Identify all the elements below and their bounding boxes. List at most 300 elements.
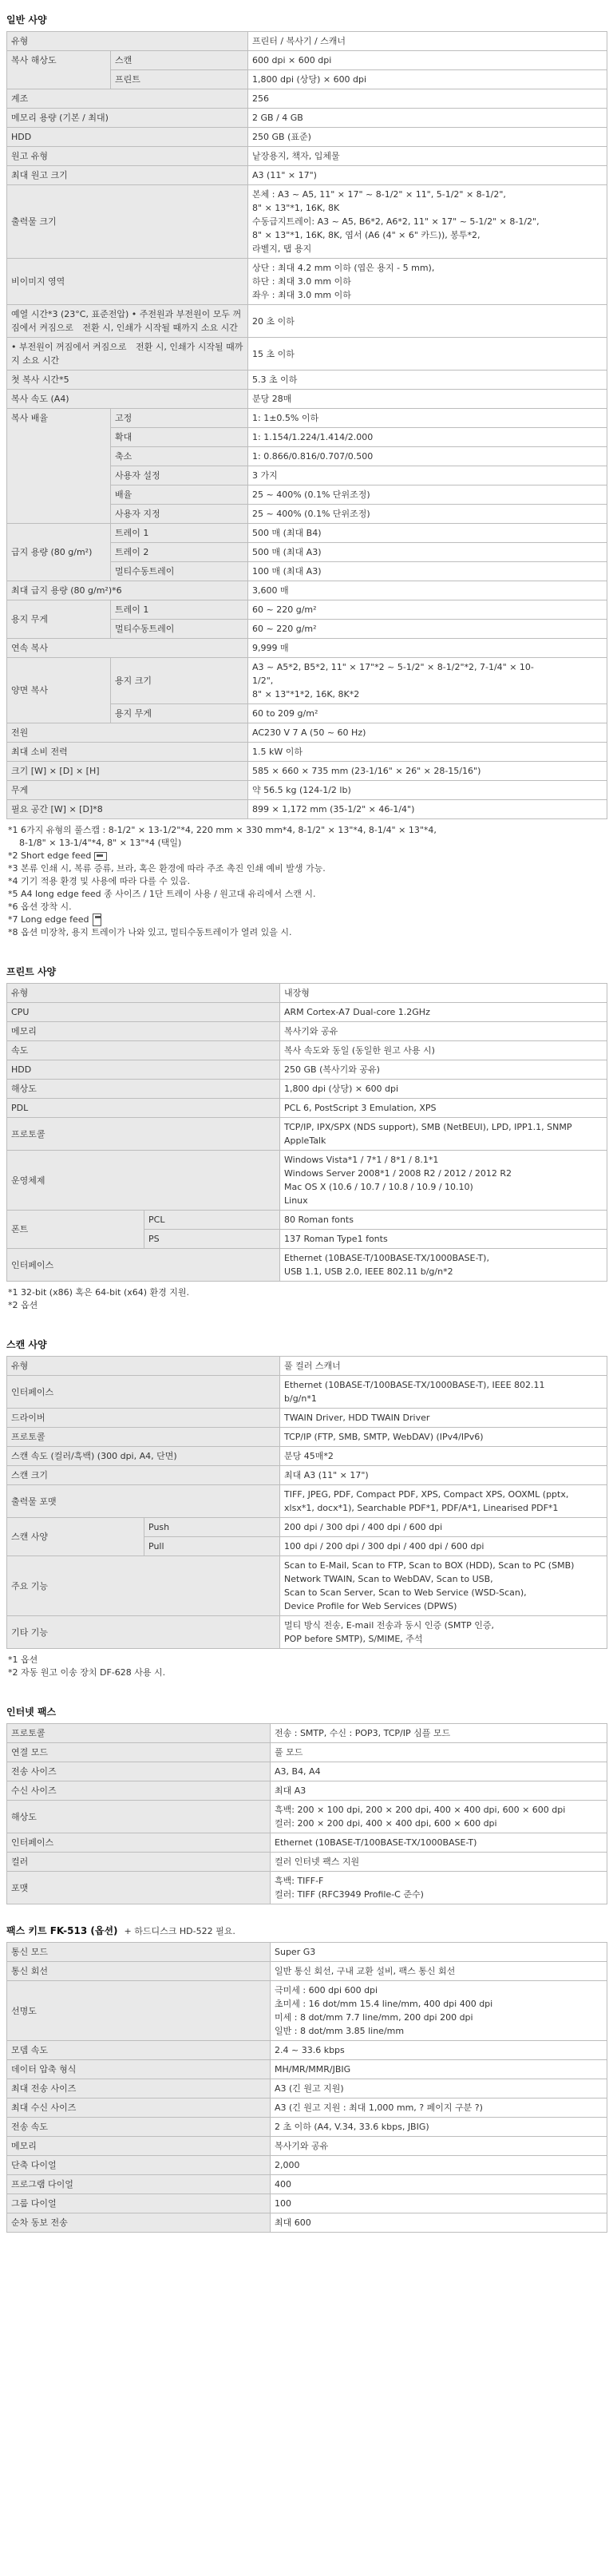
general-title: 일반 사양 [6, 14, 47, 26]
row-label: 유형 [7, 984, 280, 1003]
row-label [7, 1447, 280, 1466]
footnote: *2 자동 원고 이송 장치 DF-628 사용 시. [8, 1667, 166, 1678]
row-value: 2.4 ~ 33.6 kbps [271, 2041, 607, 2060]
table-row [7, 1022, 607, 1041]
long-edge-feed-icon [93, 913, 101, 926]
row-value: A3 (11" × 17") [248, 166, 607, 185]
value-line: Windows Vista*1 / 7*1 / 8*1 / 8.1*1 [284, 1155, 439, 1165]
row-label: 계조 [7, 89, 248, 109]
row-value: 60 to 209 g/m² [248, 704, 607, 723]
row-value: 2,000 [271, 2156, 607, 2175]
row-value: 9,999 매 [248, 639, 607, 658]
row-label: 데이터 압축 형식 [7, 2060, 271, 2079]
sub-label: 스캔 [111, 51, 248, 70]
row-label: 유형 [7, 32, 248, 51]
table-row [7, 1099, 607, 1118]
table-row [7, 338, 607, 371]
print-title: 프린트 사양 [6, 966, 57, 977]
row-value: 일반 통신 회선, 구내 교환 설비, 팩스 통신 회선 [271, 1962, 607, 1981]
fax-title-note: + 하드디스크 HD-522 필요. [124, 1926, 235, 1936]
row-value: 3 가지 [248, 466, 607, 485]
table-row [7, 2079, 607, 2098]
row-label: 최대 수신 사이즈 [7, 2098, 271, 2118]
row-value: 복사 속도와 동일 (동일한 원고 사용 시) [280, 1041, 607, 1060]
sub-label: 용지 크기 [111, 658, 248, 704]
table-row [7, 2041, 607, 2060]
table-row [7, 1518, 607, 1537]
row-value [280, 1249, 607, 1282]
row-label: 비이미지 영역 [7, 259, 248, 305]
row-value: 25 ~ 400% (0.1% 단위조정) [248, 485, 607, 505]
row-label: 출력물 크기 [7, 185, 248, 259]
table-row [7, 1485, 607, 1518]
row-value: 600 dpi × 600 dpi [248, 51, 607, 70]
table-row [7, 800, 607, 819]
row-value: TWAIN Driver, HDD TWAIN Driver [280, 1409, 607, 1428]
row-label: 인터페이스 [7, 1249, 280, 1282]
value-line: 흑백: 200 × 100 dpi, 200 × 200 dpi, 400 × 400 dpi, 600 × 600 dpi [275, 1805, 566, 1815]
row-label: 스캔 크기 [7, 1466, 280, 1485]
table-row [7, 1060, 607, 1080]
row-value [280, 1556, 607, 1616]
row-label: 전송 속도 [7, 2118, 271, 2137]
table-row [7, 639, 607, 658]
value-line: 극미세 : 600 dpi 600 dpi [275, 1985, 378, 1995]
table-row [7, 762, 607, 781]
row-value: 250 GB (표준) [248, 128, 607, 147]
table-row [7, 259, 607, 305]
row-label: 최대 전송 사이즈 [7, 2079, 271, 2098]
value-line: Scan to Scan Server, Scan to Web Service (WSD-Scan), [284, 1587, 527, 1598]
table-row [7, 147, 607, 166]
table-row [7, 1743, 607, 1762]
fax-title [6, 1924, 607, 1937]
value-line: 하단 : 최대 3.0 mm 이하 [252, 276, 351, 287]
row-label: PDL [7, 1099, 280, 1118]
row-label: 메모리 용량 (기본 / 최대) [7, 109, 248, 128]
table-row [7, 2194, 607, 2213]
row-label: 해상도 [7, 1801, 271, 1833]
row-label: 최대 급지 용량 (80 g/m²)*6 [7, 581, 248, 600]
table-row [7, 1118, 607, 1151]
row-value: 500 매 (최대 B4) [248, 524, 607, 543]
value-line: AppleTalk [284, 1135, 326, 1146]
ifax-table [6, 1723, 607, 1904]
table-row [7, 1801, 607, 1833]
table-row [7, 89, 607, 109]
table-row [7, 1466, 607, 1485]
row-value [248, 185, 607, 259]
row-value: 1: 1±0.5% 이하 [248, 409, 607, 428]
row-label [7, 305, 248, 338]
row-label: 프로토콜 [7, 1118, 280, 1151]
row-value: 프린터 / 복사기 / 스캐너 [248, 32, 607, 51]
table-row [7, 390, 607, 409]
sub-label: 고정 [111, 409, 248, 428]
table-row [7, 109, 607, 128]
table-row [7, 723, 607, 743]
footnote: *1 옵션 [8, 1655, 38, 1665]
value-line: 8" × 13"*1*2, 16K, 8K*2 [252, 689, 360, 699]
footnote [8, 850, 607, 862]
value-line: Scan to E-Mail, Scan to FTP, Scan to BOX (HDD), Scan to PC (SMB) [284, 1560, 575, 1571]
table-row [7, 371, 607, 390]
row-label: 드라이버 [7, 1409, 280, 1428]
table-row [7, 128, 607, 147]
row-value: 1.5 kW 이하 [248, 743, 607, 762]
sub-label: 프린트 [111, 70, 248, 89]
row-value: 137 Roman Type1 fonts [280, 1230, 607, 1249]
row-label: 인터페이스 [7, 1376, 280, 1409]
table-row [7, 1833, 607, 1853]
table-row [7, 1724, 607, 1743]
row-value: PCL 6, PostScript 3 Emulation, XPS [280, 1099, 607, 1118]
row-label: HDD [7, 128, 248, 147]
sub-label: 멀티수동트레이 [111, 620, 248, 639]
table-row [7, 409, 607, 428]
row-value: 80 Roman fonts [280, 1211, 607, 1230]
table-row [7, 984, 607, 1003]
label-line: • 주전원과 부전원이 모두 꺼짐에서 켜짐으로 [11, 309, 242, 333]
row-label: 주요 기능 [7, 1556, 280, 1616]
value-line: 상단 : 최대 4.2 mm 이하 (엽은 용지 - 5 mm), [252, 263, 435, 273]
print-notes [8, 1286, 607, 1312]
row-label: 메모리 [7, 2137, 271, 2156]
row-value: 60 ~ 220 g/m² [248, 620, 607, 639]
row-label: 복사 배율 [7, 409, 111, 524]
row-label: HDD [7, 1060, 280, 1080]
table-row [7, 1080, 607, 1099]
value-line: 컬러: TIFF (RFC3949 Profile-C 준수) [275, 1889, 424, 1900]
table-row [7, 2098, 607, 2118]
fax-table [6, 1942, 607, 2233]
fax-title-text: 팩스 키트 FK-513 (옵션) [6, 1925, 118, 1936]
row-label: 기타 기능 [7, 1616, 280, 1649]
table-row [7, 1981, 607, 2041]
table-row [7, 1943, 607, 1962]
row-value: 20 초 이하 [248, 305, 607, 338]
row-label: 원고 유형 [7, 147, 248, 166]
row-label: 최대 소비 전력 [7, 743, 248, 762]
footnote [8, 824, 607, 850]
row-value: 200 dpi / 300 dpi / 400 dpi / 600 dpi [280, 1518, 607, 1537]
footnote-text: *2 Short edge feed [8, 850, 92, 861]
row-value [271, 1801, 607, 1833]
row-value: 5.3 초 이하 [248, 371, 607, 390]
row-value: 1: 0.866/0.816/0.707/0.500 [248, 447, 607, 466]
footnote: *1 32-bit (x86) 혹은 64-bit (x64) 환경 지원. [8, 1287, 190, 1298]
table-row [7, 1003, 607, 1022]
short-edge-feed-icon [94, 852, 107, 861]
scan-title: 스캔 사양 [6, 1339, 47, 1350]
row-label: 크기 [W] × [D] × [H] [7, 762, 248, 781]
row-value: 500 매 (최대 A3) [248, 543, 607, 562]
table-row [7, 51, 607, 70]
footnote: *4 기기 적용 환경 및 사용에 따라 다를 수 있음. [8, 876, 191, 886]
table-row [7, 1151, 607, 1211]
row-label: 스캔 사양 [7, 1518, 144, 1556]
row-value: 최대 A3 (11" × 17") [280, 1466, 607, 1485]
row-value: 최대 A3 [271, 1781, 607, 1801]
row-label: 프로그램 다이얼 [7, 2175, 271, 2194]
table-row [7, 1211, 607, 1230]
value-line: 초미세 : 16 dot/mm 15.4 line/mm, 400 dpi 400 dpi [275, 1999, 493, 2009]
row-label: 첫 복사 시간*5 [7, 371, 248, 390]
row-label: 수신 사이즈 [7, 1781, 271, 1801]
row-label: 운영체제 [7, 1151, 280, 1211]
general-table [6, 31, 607, 819]
scan-table [6, 1356, 607, 1649]
table-row [7, 2175, 607, 2194]
value-line: USB 1.1, USB 2.0, IEEE 802.11 b/g/n*2 [284, 1266, 453, 1277]
row-label: 폰트 [7, 1211, 144, 1249]
table-row [7, 2213, 607, 2233]
row-value: 899 × 1,172 mm (35-1/2" × 46-1/4") [248, 800, 607, 819]
table-row [7, 1556, 607, 1616]
row-label: 복사 해상도 [7, 51, 111, 89]
general-notes [8, 824, 607, 939]
row-value [280, 1118, 607, 1151]
table-row [7, 1249, 607, 1282]
footnote: *2 옵션 [8, 1300, 38, 1310]
label-line: 전환 시, 인쇄가 시작될 때까지 소요 시간 [82, 323, 238, 333]
ifax-title: 인터넷 팩스 [6, 1706, 57, 1718]
row-label: 프로토콜 [7, 1428, 280, 1447]
row-value: 2 초 이하 (A4, V.34, 33.6 kbps, JBIG) [271, 2118, 607, 2137]
row-value [248, 259, 607, 305]
value-line: TCP/IP, IPX/SPX (NDS support), SMB (NetBEUI), LPD, IPP1.1, SNMP [284, 1122, 572, 1132]
table-row [7, 2118, 607, 2137]
value-line: 미세 : 8 dot/mm 7.7 line/mm, 200 dpi 200 dpi [275, 2012, 473, 2023]
row-value [280, 1376, 607, 1409]
row-value: 400 [271, 2175, 607, 2194]
table-row [7, 305, 607, 338]
value-line: 일반 : 8 dot/mm 3.85 line/mm [275, 2026, 405, 2036]
table-row [7, 743, 607, 762]
row-label: 프로토콜 [7, 1724, 271, 1743]
row-label: 그룹 다이얼 [7, 2194, 271, 2213]
row-value: 3,600 매 [248, 581, 607, 600]
table-row [7, 185, 607, 259]
row-label: 속도 [7, 1041, 280, 1060]
row-label: 출력물 포맷 [7, 1485, 280, 1518]
scan-notes [8, 1654, 607, 1679]
row-value: 100 매 (최대 A3) [248, 562, 607, 581]
row-value: 2 GB / 4 GB [248, 109, 607, 128]
table-row [7, 1447, 607, 1466]
row-value: 585 × 660 × 735 mm (23-1/16" × 26" × 28-15/16") [248, 762, 607, 781]
row-value: ARM Cortex-A7 Dual-core 1.2GHz [280, 1003, 607, 1022]
row-value: TCP/IP (FTP, SMB, SMTP, WebDAV) (IPv4/IPv6) [280, 1428, 607, 1447]
table-row [7, 1962, 607, 1981]
table-row [7, 781, 607, 800]
row-value: 낱장용지, 책자, 입체물 [248, 147, 607, 166]
sub-label: 사용자 지정 [111, 505, 248, 524]
row-value: MH/MR/MMR/JBIG [271, 2060, 607, 2079]
row-value: A3 (긴 원고 지원) [271, 2079, 607, 2098]
row-label: 단축 다이얼 [7, 2156, 271, 2175]
row-value: 풀 모드 [271, 1743, 607, 1762]
row-value: 컬러 인터넷 팩스 지원 [271, 1853, 607, 1872]
value-line: Device Profile for Web Services (DPWS) [284, 1601, 457, 1611]
value-line: 흑백: TIFF-F [275, 1876, 324, 1886]
row-value: 25 ~ 400% (0.1% 단위조정) [248, 505, 607, 524]
sub-label: 사용자 설정 [111, 466, 248, 485]
footnote-text: 8-1/8" × 13-1/4"*4, 8" × 13"*4 (택일) [19, 838, 182, 848]
value-line: TIFF, JPEG, PDF, Compact PDF, XPS, Compact XPS, OOXML (pptx, [284, 1489, 569, 1500]
row-label: 전원 [7, 723, 248, 743]
row-label: 연결 모드 [7, 1743, 271, 1762]
value-line: Mac OS X (10.6 / 10.7 / 10.8 / 10.9 / 10.10) [284, 1182, 473, 1192]
row-label: 포맷 [7, 1872, 271, 1904]
table-row [7, 524, 607, 543]
sub-label: Push [144, 1518, 280, 1537]
row-value: 복사기와 공유 [280, 1022, 607, 1041]
table-row [7, 2156, 607, 2175]
value-line: Network TWAIN, Scan to WebDAV, Scan to USB, [284, 1574, 493, 1584]
row-value: 복사기와 공유 [271, 2137, 607, 2156]
footnote-text: *1 6가지 유형의 풀스캡 : 8-1/2" × 13-1/2"*4, 220 mm × 330 mm*4, 8-1/2" × 13"*4, 8-1/4" × 13"*4, [8, 825, 437, 835]
table-row [7, 1428, 607, 1447]
sub-label: 배율 [111, 485, 248, 505]
row-label: 인터페이스 [7, 1833, 271, 1853]
row-value: 내장형 [280, 984, 607, 1003]
row-value: 전송 : SMTP, 수신 : POP3, TCP/IP 심플 모드 [271, 1724, 607, 1743]
table-row [7, 2060, 607, 2079]
row-label: 연속 복사 [7, 639, 248, 658]
footnote-text: *7 Long edge feed [8, 914, 89, 925]
table-row [7, 1781, 607, 1801]
value-line: 8" × 13"*1, 16K, 8K, 엽서 (A6 (4" × 6" 카드)), 봉투*2, [252, 230, 481, 240]
table-row [7, 1853, 607, 1872]
value-line: Linux [284, 1195, 308, 1206]
value-line: Ethernet (10BASE-T/100BASE-TX/1000BASE-T), [284, 1253, 489, 1263]
value-line: 1/2", [252, 676, 274, 686]
value-line: 멀티 방식 전송, E-mail 전송과 동시 인증 (SMTP 인증, [284, 1620, 494, 1631]
row-label: 무게 [7, 781, 248, 800]
row-label: 메모리 [7, 1022, 280, 1041]
row-value: 100 dpi / 200 dpi / 300 dpi / 400 dpi / 600 dpi [280, 1537, 607, 1556]
row-label: 전송 사이즈 [7, 1762, 271, 1781]
row-label: CPU [7, 1003, 280, 1022]
row-value [271, 1872, 607, 1904]
label-line: • 부전원이 꺼짐에서 켜짐으로 [11, 342, 127, 352]
table-row [7, 600, 607, 620]
footnote [8, 913, 607, 926]
sub-label: 확대 [111, 428, 248, 447]
table-row [7, 1376, 607, 1409]
print-table [6, 983, 607, 1282]
sub-label: Pull [144, 1537, 280, 1556]
row-value [271, 1981, 607, 2041]
row-value [280, 1485, 607, 1518]
value-line: xlsx*1, docx*1), Searchable PDF*1, PDF/A*1, Linearised PDF*1 [284, 1503, 559, 1513]
sub-label: PS [144, 1230, 280, 1249]
table-row [7, 1872, 607, 1904]
row-value: 1: 1.154/1.224/1.414/2.000 [248, 428, 607, 447]
table-row [7, 166, 607, 185]
row-value [280, 1616, 607, 1649]
row-value: Ethernet (10BASE-T/100BASE-TX/1000BASE-T) [271, 1833, 607, 1853]
value-line: 좌우 : 최대 3.0 mm 이하 [252, 290, 351, 300]
row-label: 통신 모드 [7, 1943, 271, 1962]
row-value [248, 658, 607, 704]
row-label: 최대 원고 크기 [7, 166, 248, 185]
row-value: 풀 컬러 스캐너 [280, 1357, 607, 1376]
row-value: 15 초 이하 [248, 338, 607, 371]
row-value: Super G3 [271, 1943, 607, 1962]
row-value: 60 ~ 220 g/m² [248, 600, 607, 620]
sub-label: 멀티수동트레이 [111, 562, 248, 581]
table-row [7, 1762, 607, 1781]
table-row [7, 1041, 607, 1060]
sub-label: 트레이 2 [111, 543, 248, 562]
row-label: 선명도 [7, 1981, 271, 2041]
value-line: 라벨지, 탭 용지 [252, 244, 312, 254]
value-line: b/g/n*1 [284, 1393, 317, 1404]
table-row [7, 32, 607, 51]
row-value: 250 GB (복사기와 공유) [280, 1060, 607, 1080]
row-label: 모뎀 속도 [7, 2041, 271, 2060]
footnote: *6 옵션 장착 시. [8, 902, 72, 912]
footnote: *5 A4 long edge feed 종 사이즈 / 1단 트레이 사용 / 원고대 유리에서 스캔 시. [8, 889, 316, 899]
row-label: 복사 속도 (A4) [7, 390, 248, 409]
value-line: 컬러: 200 × 200 dpi, 400 × 400 dpi, 600 × 600 dpi [275, 1818, 497, 1829]
label-line: 예열 시간*3 (23°C, 표준전압) [11, 309, 129, 319]
label-line: 전환 시, 인쇄가 시작될 때까지 소요 시간 [11, 342, 243, 366]
sub-label: PCL [144, 1211, 280, 1230]
value-line: POP before SMTP), S/MIME, 주석 [284, 1634, 423, 1644]
row-value: A3 (긴 원고 지원 : 최대 1,000 mm, ? 페이지 구분 ?) [271, 2098, 607, 2118]
sub-label: 트레이 1 [111, 600, 248, 620]
row-value: 약 56.5 kg (124-1/2 lb) [248, 781, 607, 800]
row-label: 급지 용량 (80 g/m²) [7, 524, 111, 581]
sub-label: 트레이 1 [111, 524, 248, 543]
row-value: AC230 V 7 A (50 ~ 60 Hz) [248, 723, 607, 743]
label-line: 스캔 속도 (컬러/흑백) [11, 1451, 95, 1461]
row-label: 유형 [7, 1357, 280, 1376]
table-row [7, 1409, 607, 1428]
table-row [7, 2137, 607, 2156]
sub-label: 축소 [111, 447, 248, 466]
row-label [7, 338, 248, 371]
table-row [7, 1616, 607, 1649]
table-row [7, 581, 607, 600]
value-line: Ethernet (10BASE-T/100BASE-TX/1000BASE-T), IEEE 802.11 [284, 1380, 545, 1390]
row-label: 양면 복사 [7, 658, 111, 723]
row-label: 컬러 [7, 1853, 271, 1872]
value-line: Windows Server 2008*1 / 2008 R2 / 2012 / 2012 R2 [284, 1168, 512, 1179]
row-value: 분당 28매 [248, 390, 607, 409]
table-row [7, 658, 607, 704]
footnote: *8 옵션 미장착, 용지 트레이가 나와 있고, 멀티수동트레이가 열려 있을 시. [8, 927, 292, 937]
row-label: 필요 공간 [W] × [D]*8 [7, 800, 248, 819]
row-value [280, 1151, 607, 1211]
row-label: 통신 회선 [7, 1962, 271, 1981]
row-label: 용지 무게 [7, 600, 111, 639]
value-line: 8" × 13"*1, 16K, 8K [252, 203, 340, 213]
row-value: A3, B4, A4 [271, 1762, 607, 1781]
row-value: 최대 600 [271, 2213, 607, 2233]
table-row [7, 1357, 607, 1376]
sub-label: 용지 무게 [111, 704, 248, 723]
row-value: 분당 45매*2 [280, 1447, 607, 1466]
value-line: A3 ~ A5*2, B5*2, 11" × 17"*2 ~ 5-1/2" × 8-1/2"*2, 7-1/4" × 10- [252, 662, 534, 672]
row-label: 순차 동보 전송 [7, 2213, 271, 2233]
label-line: (300 dpi, A4, 단면) [97, 1451, 177, 1461]
row-value: 1,800 dpi (상당) × 600 dpi [248, 70, 607, 89]
footnote: *3 본류 인쇄 시, 복류 증류, 브라, 혹은 환경에 따라 주조 촉진 인쇄 예비 발생 가능. [8, 863, 326, 874]
